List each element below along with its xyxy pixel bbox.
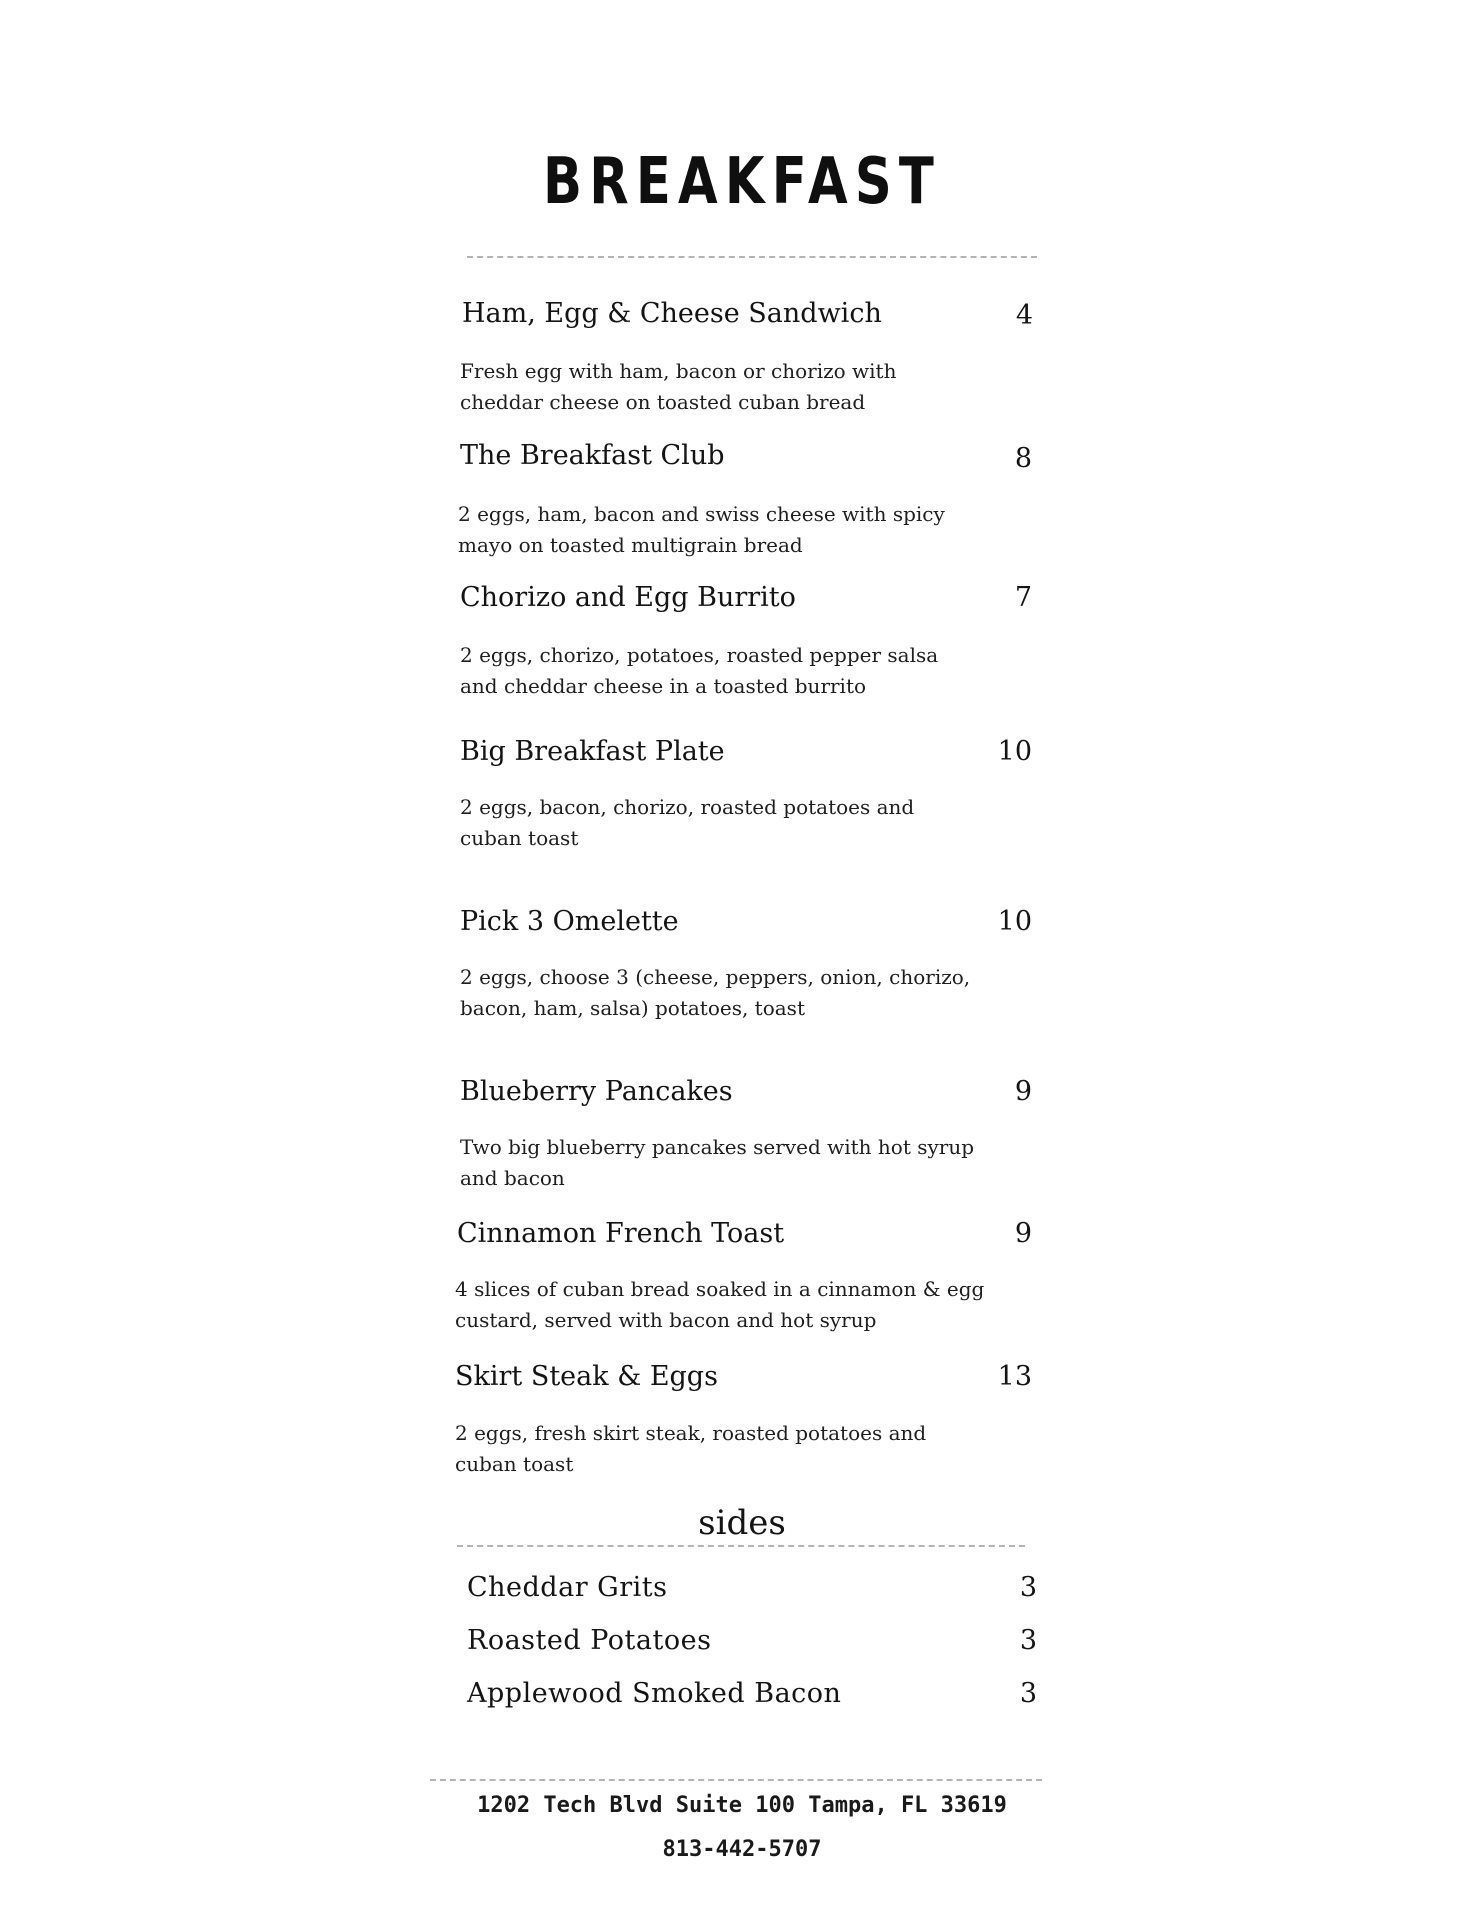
menu-item-price: 8 [1014,443,1032,474]
menu-item-name: The Breakfast Club [460,440,725,471]
menu-item-name: Chorizo and Egg Burrito [460,582,796,613]
menu-item-description: Two big blueberry pancakes served with hot syrup and bacon [460,1135,975,1190]
menu-item-description: 2 eggs, choose 3 (cheese, peppers, onion, chorizo, bacon, ham, salsa) potatoes, toast [460,965,971,1020]
page-title: BREAKFAST [542,145,942,219]
side-item-price: 3 [1019,1625,1037,1656]
menu-item-description: 4 slices of cuban bread soaked in a cinnamon & egg custard, served with bacon and hot syrup [455,1277,985,1332]
menu-item-price: 7 [1014,582,1032,613]
side-item-name: Roasted Potatoes [467,1625,712,1656]
sides-heading: sides [698,1503,786,1543]
menu-item-name: Pick 3 Omelette [460,906,679,937]
menu-item-name: Ham, Egg & Cheese Sandwich [462,298,882,329]
menu-item-description: Fresh egg with ham, bacon or chorizo with cheddar cheese on toasted cuban bread [460,359,897,414]
menu-item-price: 10 [997,906,1032,937]
side-item-price: 3 [1019,1678,1037,1709]
side-item-price: 3 [1019,1572,1037,1603]
footer-divider [430,1779,1042,1781]
side-item-name: Cheddar Grits [467,1572,668,1603]
menu-item-name: Blueberry Pancakes [460,1076,733,1107]
menu-item-price: 13 [997,1361,1032,1392]
menu-item-name: Cinnamon French Toast [457,1218,785,1249]
footer-address: 1202 Tech Blvd Suite 100 Tampa, FL 33619 [477,1793,1007,1818]
menu-item-price: 10 [997,736,1032,767]
menu-item-description: 2 eggs, ham, bacon and swiss cheese with spicy mayo on toasted multigrain bread [458,502,945,557]
menu-item-price: 9 [1014,1076,1032,1107]
sides-divider [457,1545,1025,1547]
menu-item-description: 2 eggs, bacon, chorizo, roasted potatoes and cuban toast [460,795,915,850]
footer-phone: 813-442-5707 [662,1837,822,1862]
title-divider [467,256,1037,258]
menu-item-price: 9 [1014,1218,1032,1249]
side-item-name: Applewood Smoked Bacon [467,1678,842,1709]
menu-item-price: 4 [1015,300,1033,331]
menu-item-description: 2 eggs, chorizo, potatoes, roasted pepper salsa and cheddar cheese in a toasted burrito [460,643,939,698]
menu-item-name: Skirt Steak & Eggs [455,1361,718,1392]
menu-item-description: 2 eggs, fresh skirt steak, roasted potatoes and cuban toast [455,1421,927,1476]
menu-item-name: Big Breakfast Plate [460,736,725,767]
